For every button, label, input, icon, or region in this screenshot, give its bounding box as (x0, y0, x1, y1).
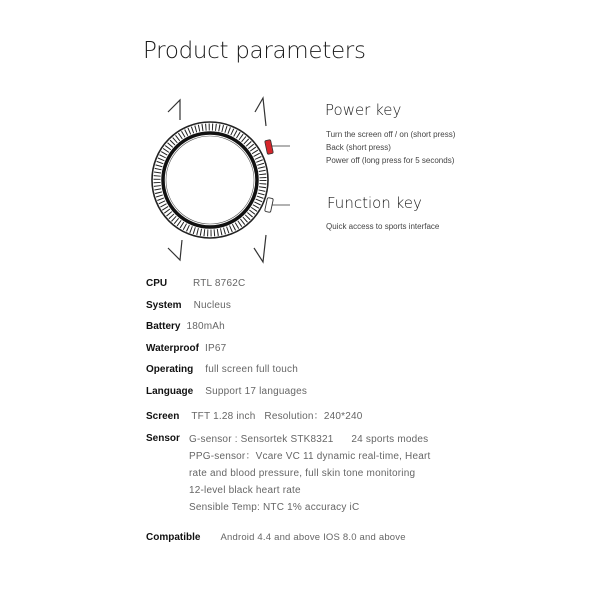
spec-row-sensor (146, 433, 180, 444)
spec-row-waterproof (146, 343, 226, 354)
sensor-line: Sensible Temp: NTC 1% accuracy iC (189, 502, 360, 513)
sensor-line: 12-level black heart rate (189, 485, 301, 496)
spec-label: Compatible (146, 532, 201, 543)
watch-lug-top-right (255, 98, 266, 126)
spec-row-battery (146, 321, 225, 332)
function-key-desc: Quick access to sports interface (326, 222, 440, 231)
watch-lug-bottom-left (168, 240, 182, 260)
spec-label: Waterproof (146, 343, 199, 354)
sensor-details (189, 431, 431, 516)
spec-row-system (146, 300, 231, 311)
sensor-line: G-sensor : Sensortek STK8321 24 sports modes (189, 434, 429, 445)
spec-label: CPU (146, 278, 168, 289)
spec-row-compatible (146, 532, 406, 543)
spec-value: full screen full touch (205, 364, 299, 375)
spec-value: Support 17 languages (205, 386, 308, 397)
power-key-desc-2: Back (short press) (326, 143, 391, 152)
watch-screen (166, 136, 254, 224)
spec-value: Android 4.4 and above IOS 8.0 and above (220, 532, 406, 543)
spec-row-screen (146, 407, 363, 422)
sensor-line: PPG-sensor：Vcare VC 11 dynamic real-time, Heart (189, 451, 431, 462)
watch-power-button (265, 140, 274, 155)
power-key-desc-3: Power off (long press for 5 seconds) (326, 156, 455, 165)
watch-lug-bottom-right (254, 235, 266, 262)
watch-illustration (120, 90, 290, 280)
power-key-title: Power key (325, 101, 402, 119)
sensor-line: rate and blood pressure, full skin tone monitoring (189, 468, 416, 479)
spec-label: Screen (146, 411, 180, 422)
power-key-desc-1: Turn the screen off / on (short press) (326, 130, 456, 139)
spec-label: Language (146, 386, 194, 397)
spec-label: Battery (146, 321, 181, 332)
spec-label: Sensor (146, 433, 180, 444)
spec-row-cpu (146, 278, 245, 289)
spec-value: 180mAh (186, 321, 225, 332)
spec-row-operating (146, 364, 298, 375)
spec-row-language (146, 386, 307, 397)
watch-lug-top-left (168, 100, 180, 120)
spec-value: RTL 8762C (193, 278, 246, 289)
page-title: Product parameters (143, 38, 366, 64)
spec-label: Operating (146, 364, 194, 375)
spec-value: IP67 (204, 343, 227, 354)
spec-value: Nucleus (193, 300, 232, 311)
spec-value: TFT 1.28 inch Resolution：240*240 (191, 411, 363, 422)
spec-label: System (146, 300, 182, 311)
function-key-title: Function key (327, 194, 422, 212)
